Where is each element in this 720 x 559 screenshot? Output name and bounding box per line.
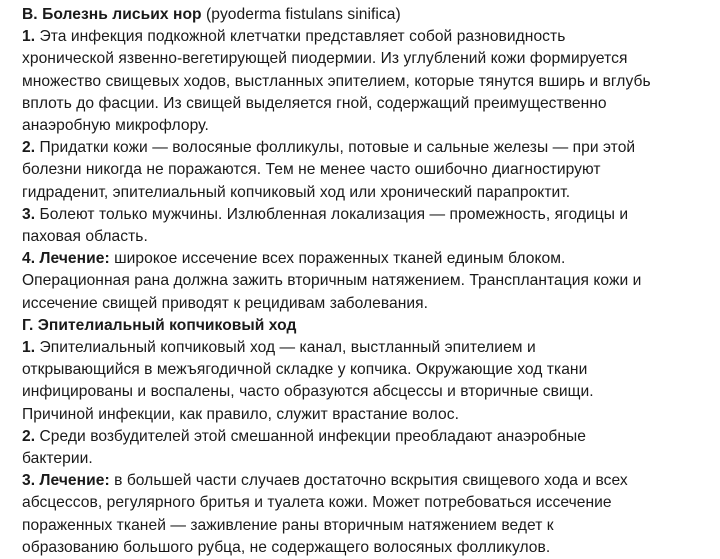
item-number: 2. bbox=[22, 427, 36, 445]
paragraph-v1-line: анаэробную микрофлору. bbox=[22, 117, 209, 135]
treatment-label: Лечение: bbox=[35, 250, 110, 268]
text-run: в большей части случаев достаточно вскрытия свищевого хода и всех bbox=[109, 472, 628, 490]
paragraph-g2-line: бактерии. bbox=[22, 450, 93, 468]
item-number: 3. bbox=[22, 205, 36, 223]
text-run: Болеют только мужчины. Излюбленная локализация — промежность, ягодицы и bbox=[35, 205, 629, 223]
paragraph-g1-line bbox=[22, 337, 706, 359]
paragraph-g3-line: образованию большого рубца, не содержащего волосяных фолликулов. bbox=[22, 538, 551, 556]
paragraph-g3-line: пораженных тканей — заживление раны вторичным натяжением ведет к bbox=[22, 516, 554, 534]
paragraph-v1-line: вплоть до фасции. Из свищей выделяется гной, содержащий преимущественно bbox=[22, 94, 607, 112]
document-text bbox=[22, 4, 706, 559]
text-run: Эта инфекция подкожной клетчатки представляет собой разновидность bbox=[35, 28, 566, 46]
paragraph-v4-line bbox=[22, 248, 706, 270]
paragraph-v2-line: болезни никогда не поражаются. Тем не менее часто ошибочно диагностируют bbox=[22, 161, 601, 179]
paragraph-v4-line: Операционная рана должна зажить вторичным натяжением. Трансплантация кожи и bbox=[22, 272, 642, 290]
paragraph-g1-line: инфицированы и воспалены, часто образуются абсцессы и вторичные свищи. bbox=[22, 383, 594, 401]
paragraph-g3-line: абсцессов, регулярного бритья и туалета кожи. Может потребоваться иссечение bbox=[22, 494, 612, 512]
item-number: 2. bbox=[22, 139, 36, 157]
paragraph-v1-line: множество свищевых ходов, выстланных эпителием, которые тянутся вширь и вглубь bbox=[22, 72, 651, 90]
paragraph-g1-line: открывающийся в межъягодичной складке у копчика. Окружающие ход ткани bbox=[22, 361, 588, 379]
paragraph-v3-line bbox=[22, 204, 706, 226]
item-number: 1. bbox=[22, 28, 36, 46]
paragraph-v4-line: иссечение свищей приводят к рецидивам заболевания. bbox=[22, 294, 429, 312]
treatment-label: Лечение: bbox=[35, 472, 110, 490]
text-run: Придатки кожи — волосяные фолликулы, потовые и сальные железы — при этой bbox=[35, 139, 636, 157]
paragraph-g1-line: Причиной инфекции, как правило, служит врастание волос. bbox=[22, 405, 459, 423]
text-run: широкое иссечение всех пораженных тканей единым блоком. bbox=[109, 250, 566, 268]
paragraph-v2-line bbox=[22, 137, 706, 159]
paragraph-v1-line bbox=[22, 26, 706, 48]
item-number: 4. bbox=[22, 250, 36, 268]
paragraph-v1-line: хронической язвенно-вегетирующей пиодермии. Из углублений кожи формируется bbox=[22, 50, 628, 68]
paragraph-v3-line: паховая область. bbox=[22, 228, 148, 246]
text-run: Среди возбудителей этой смешанной инфекции преобладают анаэробные bbox=[35, 427, 587, 445]
paragraph-g2-line bbox=[22, 426, 706, 448]
heading-fox-den-disease bbox=[22, 4, 706, 26]
text-run: Эпителиальный копчиковый ход — канал, выстланный эпителием и bbox=[35, 339, 536, 357]
heading-latin-name: (pyoderma fistulans sinifica) bbox=[201, 6, 401, 23]
item-number: 3. bbox=[22, 472, 36, 490]
heading-label: В. Болезнь лисьих нор bbox=[22, 6, 202, 23]
paragraph-v2-line: гидраденит, эпителиальный копчиковый ход или хронический парапроктит. bbox=[22, 183, 571, 201]
heading-pilonidal-sinus: Г. Эпителиальный копчиковый ход bbox=[22, 316, 297, 334]
paragraph-g3-line bbox=[22, 470, 706, 492]
item-number: 1. bbox=[22, 339, 36, 357]
